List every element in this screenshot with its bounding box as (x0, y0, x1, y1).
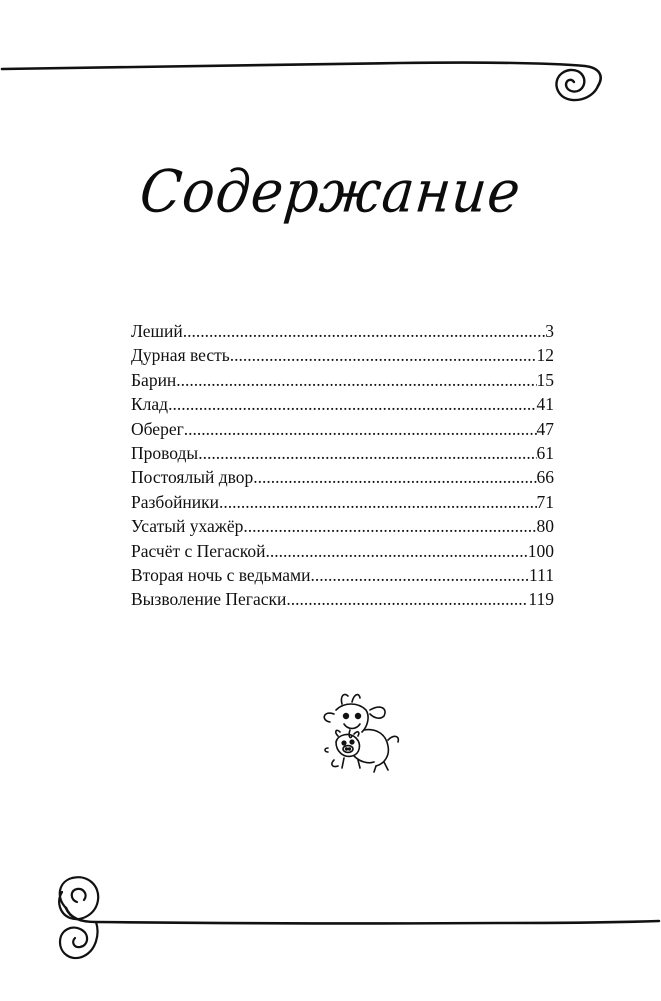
toc-entry-title: Барин (131, 369, 177, 390)
toc-entry-page: 12 (536, 345, 554, 366)
toc-entry (131, 587, 554, 611)
toc-entry-page: 3 (545, 321, 554, 341)
bottom-spiral-upper-icon (59, 877, 98, 919)
toc-entry (131, 343, 554, 367)
toc-entry-title: Дурная весть (131, 345, 230, 366)
toc-entry-title: Постоялый двор (131, 467, 254, 488)
toc-leader-dots (266, 539, 528, 563)
toc-entry (131, 368, 554, 392)
toc-entry-page: 66 (536, 467, 554, 488)
toc-entry (131, 563, 554, 587)
toc-entry (131, 465, 554, 489)
toc-entry (131, 490, 554, 514)
toc-entry-title: Усатый ухажёр (131, 516, 244, 537)
toc-leader-dots (219, 490, 536, 514)
toc-leader-dots (286, 587, 528, 611)
bottom-spiral-lower-icon (60, 922, 98, 958)
toc-leader-dots (230, 343, 537, 367)
toc-entry-page: 71 (536, 491, 554, 512)
toc-entry (131, 417, 554, 441)
toc-entry-page: 15 (536, 369, 554, 390)
toc-entry-page: 61 (536, 442, 554, 463)
top-spiral-icon (556, 70, 598, 100)
table-of-contents (131, 319, 554, 612)
toc-leader-dots (184, 417, 537, 441)
toc-entry-title: Расчёт с Пегаской (131, 540, 266, 561)
toc-leader-dots (311, 563, 530, 587)
toc-entry-title: Клад (131, 394, 169, 415)
bottom-spiral-upper-inner (72, 889, 86, 902)
toc-entry (131, 441, 554, 465)
toc-entry-title: Вызволение Пегаски (131, 589, 287, 610)
toc-entry-title: Проводы (131, 442, 199, 463)
toc-entry (131, 514, 554, 538)
toc-entry (131, 539, 554, 563)
goat-and-piglet-illustration (314, 690, 406, 776)
toc-entry-page: 47 (536, 418, 554, 439)
toc-entry-page: 119 (528, 589, 554, 610)
toc-entry (131, 392, 554, 416)
toc-entry (131, 319, 554, 343)
toc-entry-title: Оберег (131, 418, 184, 439)
toc-entry-title: Разбойники (131, 491, 220, 512)
toc-leader-dots (253, 465, 536, 489)
toc-leader-dots (183, 319, 546, 343)
toc-leader-dots (198, 441, 536, 465)
toc-leader-dots (243, 514, 536, 538)
toc-entry-page: 80 (536, 516, 554, 537)
toc-entry-title: Леший (131, 321, 183, 341)
top-border-line (2, 63, 601, 86)
toc-entry-page: 41 (536, 394, 554, 415)
toc-entry-title: Вторая ночь с ведьмами (131, 564, 311, 585)
toc-entry-page: 100 (527, 540, 554, 561)
toc-leader-dots (168, 392, 536, 416)
toc-leader-dots (176, 368, 536, 392)
bottom-border-line (66, 908, 659, 923)
toc-entry-page: 111 (529, 564, 554, 585)
page-title: Содержание (136, 157, 525, 226)
